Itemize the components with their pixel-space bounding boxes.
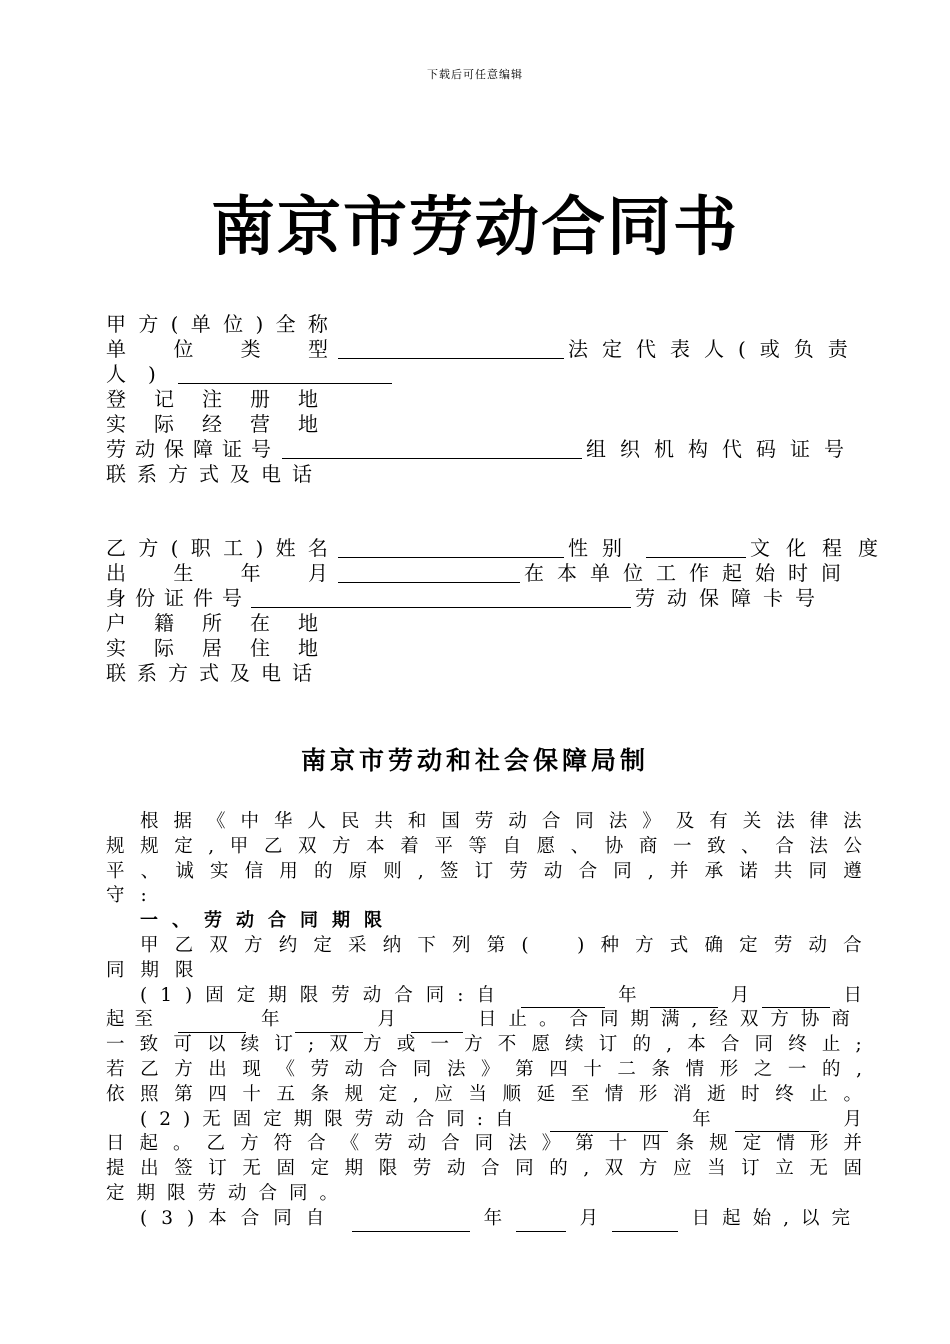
gender-field[interactable] xyxy=(646,537,746,558)
month-label: 月 xyxy=(377,1009,397,1031)
unit-type-label: 单 位 类 型 xyxy=(106,337,328,361)
party-a-reg-line xyxy=(106,387,862,412)
start-month-field[interactable] xyxy=(650,989,718,1008)
party-a-cert-line xyxy=(106,437,862,462)
task-term-label: (3)本合同自 xyxy=(140,1207,339,1229)
legal-rep-field[interactable] xyxy=(178,363,392,384)
body-line: 提 出 签 订 无 固 定 期 限 劳 动 合 同 的 , 双 方 应 当 订 立 无 固 xyxy=(106,1158,862,1180)
unit-type-field[interactable] xyxy=(338,338,564,359)
open-start-year-field[interactable] xyxy=(550,1113,668,1132)
day-label: 日止。合同期满,经双方协商 xyxy=(478,1009,862,1031)
id-number-label: 身份证件号 xyxy=(106,586,251,610)
end-day-field[interactable] xyxy=(411,1014,463,1033)
party-a-name-label: 甲 方 ( 单 位 ) 全 称 xyxy=(106,312,328,336)
open-term-label: (2)无固定期限劳动合同:自 xyxy=(140,1108,526,1130)
contract-body xyxy=(106,810,862,1232)
body-line-open-term xyxy=(106,1108,862,1133)
body-line: 日 起 。 乙 方 符 合 《 劳 动 合 同 法 》 第 十 四 条 规 定 情 形 并 xyxy=(106,1133,862,1155)
page-header: 下载后可任意编辑 xyxy=(427,68,523,81)
labor-card-label: 劳动保障卡号 xyxy=(635,586,827,610)
registered-address-label: 登记注册地 xyxy=(106,387,346,411)
month-label: 月 xyxy=(730,984,750,1006)
party-b-birth-line xyxy=(106,561,862,586)
day-label: 日 xyxy=(843,984,862,1006)
gender-label: 性别 xyxy=(568,536,636,560)
legal-rep-label-cont: 人) xyxy=(106,362,178,386)
body-line-fixed-term-end xyxy=(106,1008,862,1033)
birth-date-field[interactable] xyxy=(338,562,520,583)
document-title: 南京市劳动合同书 xyxy=(211,191,739,265)
body-line: 依 照 第 四 十 五 条 规 定 , 应 当 顺 延 至 情 形 消 逝 时 终 止 。 xyxy=(106,1083,862,1105)
id-number-field[interactable] xyxy=(251,587,631,608)
body-line: 一 致 可 以 续 订 ; 双 方 或 一 方 不 愿 续 订 的 , 本 合 同 终 止 ; xyxy=(106,1034,862,1056)
party-b-contact-label: 联系方式及电话 xyxy=(106,661,323,685)
body-line: 规 规 定 , 甲 乙 双 方 本 着 平 等 自 愿 、 协 商 一 致 、 合 法 公 xyxy=(106,835,862,857)
labor-cert-label: 劳动保障证号 xyxy=(106,437,280,461)
start-day-field[interactable] xyxy=(762,989,830,1008)
open-start-month-field[interactable] xyxy=(735,1113,819,1132)
issuer-subtitle: 南京市劳动和社会保障局制 xyxy=(300,746,649,775)
body-line: 甲 乙 双 方 约 定 采 纳 下 列 第 ( ) 种 方 式 确 定 劳 动 合 xyxy=(140,934,862,956)
party-b-residence-line xyxy=(106,636,862,661)
month-label: 月 xyxy=(579,1207,599,1229)
party-a-section xyxy=(106,312,862,487)
party-b-section xyxy=(106,536,894,686)
party-a-rep-line xyxy=(106,362,862,387)
start-time-label: 在本单位工作起始时间 xyxy=(524,561,854,585)
hukou-address-label: 户籍所在地 xyxy=(106,611,346,635)
body-line: 平 、 诚 实 信 用 的 原 则 , 签 订 劳 动 合 同 , 并 承 诺 共 同 遵 xyxy=(106,860,862,882)
org-code-label: 组织机构代码证号 xyxy=(586,437,858,461)
end-year-field[interactable] xyxy=(178,1014,246,1033)
legal-rep-label: 法定代表人(或负责 xyxy=(568,337,862,361)
party-b-name-field[interactable] xyxy=(338,537,564,558)
body-line: 同期限 xyxy=(106,959,210,981)
body-line-fixed-term xyxy=(106,984,862,1009)
party-a-name-line xyxy=(106,312,862,337)
party-a-type-line xyxy=(106,337,862,362)
year-label: 年 xyxy=(692,1108,711,1130)
year-label: 年 xyxy=(618,984,637,1006)
party-a-contact-label: 联系方式及电话 xyxy=(106,462,323,486)
end-month-field[interactable] xyxy=(295,1014,363,1033)
party-b-id-line xyxy=(106,586,862,611)
party-b-name-line xyxy=(106,536,894,561)
body-line: 若 乙 方 出 现 《 劳 动 合 同 法 》 第 四 十 二 条 情 形 之 一 的 , xyxy=(106,1058,862,1080)
body-line: 定期限劳动合同。 xyxy=(106,1182,351,1204)
body-line: 守: xyxy=(106,885,163,907)
party-b-hukou-line xyxy=(106,611,862,636)
party-a-biz-line xyxy=(106,412,862,437)
fixed-term-label: (1)固定期限劳动合同:自 xyxy=(140,984,508,1006)
task-start-month-field[interactable] xyxy=(516,1213,566,1232)
until-label: 起至 xyxy=(106,1009,164,1031)
section-heading: 一、劳动合同期限 xyxy=(140,910,396,932)
party-a-contact-line xyxy=(106,462,862,487)
day-start-label: 日起始,以完 xyxy=(691,1207,862,1229)
year-label: 年 xyxy=(483,1207,503,1229)
month-label: 月 xyxy=(843,1108,862,1130)
birth-date-label: 出 生 年 月 xyxy=(106,561,328,585)
task-start-year-field[interactable] xyxy=(352,1213,470,1232)
party-b-name-label: 乙 方 ( 职 工 ) 姓 名 xyxy=(106,536,328,560)
year-label: 年 xyxy=(261,1009,280,1031)
start-year-field[interactable] xyxy=(521,989,605,1008)
education-label: 文化程度 xyxy=(750,536,894,560)
body-line-task-term xyxy=(106,1207,862,1232)
party-b-contact-line xyxy=(106,661,862,686)
business-address-label: 实际经营地 xyxy=(106,412,346,436)
labor-cert-field[interactable] xyxy=(282,438,582,459)
residence-label: 实际居住地 xyxy=(106,636,346,660)
task-start-day-field[interactable] xyxy=(612,1213,678,1232)
body-line: 根 据 《 中 华 人 民 共 和 国 劳 动 合 同 法 》 及 有 关 法 律 法 xyxy=(140,811,862,832)
